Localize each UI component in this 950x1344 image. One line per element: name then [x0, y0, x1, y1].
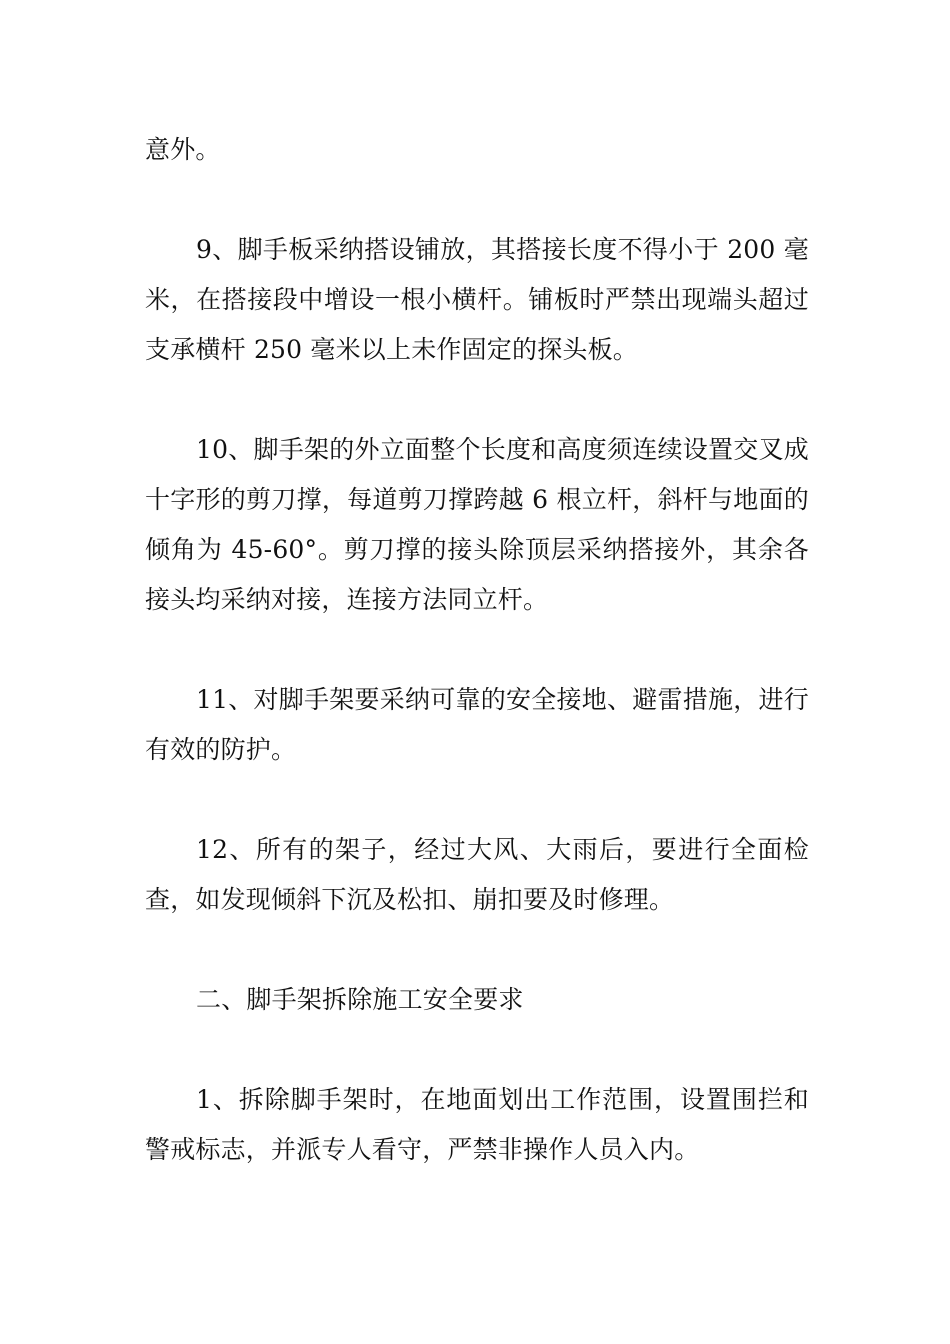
paragraph-item-11: 11、对脚手架要采纳可靠的安全接地、避雷措施，进行有效的防护。	[145, 685, 809, 764]
paragraph-item-10: 10、脚手架的外立面整个长度和高度须连续设置交叉成十字形的剪刀撑，每道剪刀撑跨越 6 根立杆，斜杆与地面的倾角为 45-60°。剪刀撑的接头除顶层采纳搭接外，其余各接头均采纳对接，连接方法同立杆。	[145, 435, 809, 614]
section-heading: 二、脚手架拆除施工安全要求	[196, 985, 524, 1014]
paragraph-item-1: 1、拆除脚手架时，在地面划出工作范围，设置围拦和警戒标志，并派专人看守，严禁非操作人员入内。	[145, 1085, 809, 1164]
paragraph-item-12: 12、所有的架子，经过大风、大雨后，要进行全面检查，如发现倾斜下沉及松扣、崩扣要及时修理。	[145, 835, 809, 914]
paragraph-continuation: 意外。	[145, 135, 221, 164]
paragraph-item-9: 9、脚手板采纳搭设铺放，其搭接长度不得小于 200 毫米，在搭接段中增设一根小横杆。铺板时严禁出现端头超过支承横杆 250 毫米以上未作固定的探头板。	[145, 235, 809, 364]
